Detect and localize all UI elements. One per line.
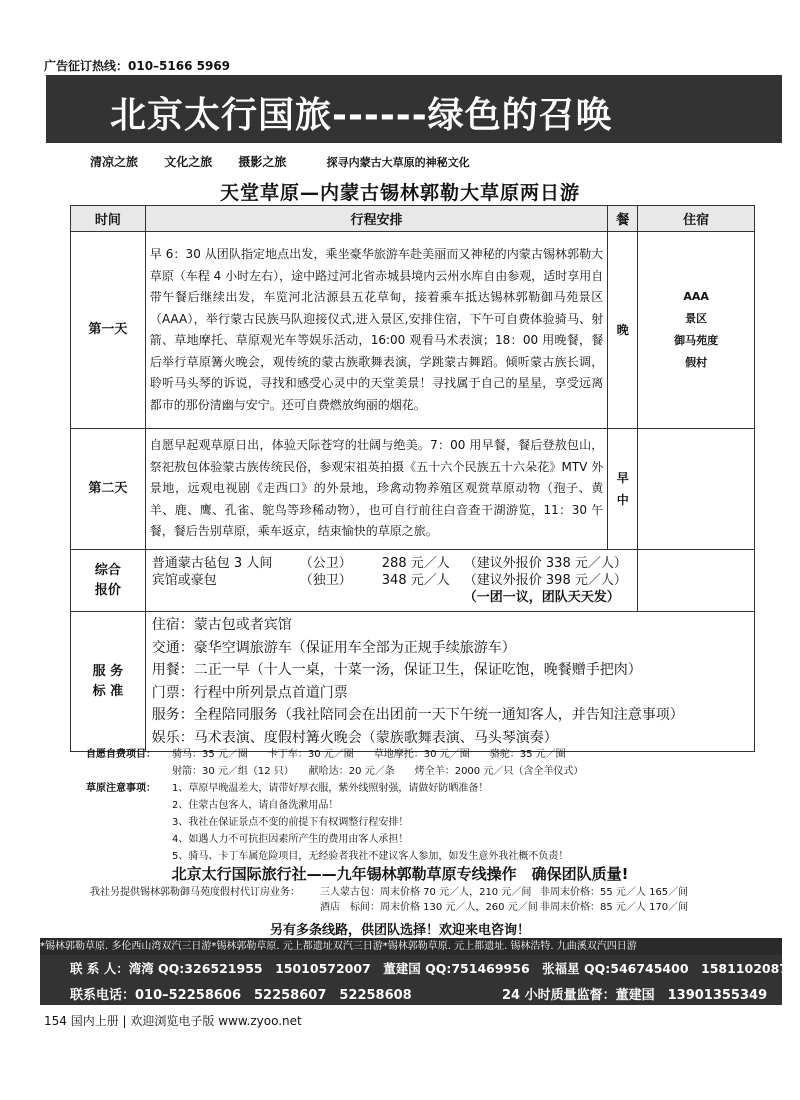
price-label: [71, 550, 146, 612]
day2-label: 第二天: [71, 429, 146, 550]
booking-price: 非周末价格：55 元／人 165／间: [540, 887, 689, 898]
meal-line: 中: [616, 493, 629, 507]
service-item: 住宿：蒙古包或者宾馆: [151, 617, 292, 633]
day1-stay: [638, 232, 755, 429]
notice-item: 4、如遇人力不可抗拒因素所产生的费用由客人承担！: [172, 834, 409, 845]
quality-supervisor: 24 小时质量监督：董建国 13901355349: [502, 988, 768, 1003]
notice-item: 5、骑马、卡丁车属危险项目，无经验者我社不建议客人参加，如发生意外我社概不负责！: [172, 851, 569, 862]
service-label-line: 标 准: [92, 683, 124, 699]
day1-meal: 晚: [608, 232, 638, 429]
day2-row: [71, 429, 755, 550]
title-banner: [46, 75, 782, 143]
price-value: 348 元／人: [381, 573, 450, 588]
booking-price: 非周末价格：85 元／人 170／间: [540, 902, 689, 913]
room-type: 普通蒙古毡包 3 人间: [151, 556, 273, 571]
contacts-bar: [40, 955, 797, 1005]
service-label-line: 服 务: [92, 663, 124, 679]
bath-type: （独卫）: [299, 573, 352, 588]
notice-item: 2、住蒙古包客人，请自备洗漱用品！: [172, 800, 339, 811]
meal-line: 早: [616, 471, 629, 485]
itinerary-table: [70, 205, 755, 752]
self-pay-line: 射箭：30 元／组（12 只） 献哈达：20 元／条 烤全羊：2000 元／只（含全羊仪式）: [172, 766, 584, 777]
routes-bar: *锡林郭勒草原. 多伦西山湾双汽三日游*锡林郭勒草原. 元上都遗址双汽三日游*锡林郭勒草原. 元上都遗址. 锡林浩特. 九曲溪双汽四日游: [40, 938, 782, 955]
banner-title: 北京太行国旅------绿色的召唤: [110, 95, 613, 136]
suggested-price: （建议外报价 338 元／人）: [463, 556, 627, 571]
self-pay-line: 骑马：35 元／圈 卡丁车：30 元／圈 草地摩托：30 元／圈 骆驼：35 元／圈: [172, 749, 566, 760]
booking-price: 酒店 标间：周末价格 130 元／人，260 元／间: [320, 902, 538, 913]
booking-price: 三人蒙古包：周末价格 70 元／人，210 元／间: [320, 887, 532, 898]
page-footer: 154 国内上册 | 欢迎浏览电子版 www.zyoo.net: [44, 1014, 302, 1028]
service-row: [71, 612, 755, 752]
suggested-price: （建议外报价 398 元／人）: [463, 573, 627, 588]
day1-text: 早 6：30 从团队指定地点出发，乘坐豪华旅游车赴美丽而又神秘的内蒙古锡林郭勒大草原（车程 4 小时左右），途中路过河北省赤城县境内云州水库自由参观，适时享用自带午餐后继续出发，车览河北沽源县五花草甸，接着乘车抵达锡林郭勒御马苑景区（AAA），举行蒙古民族马队迎接仪式,进入景区,安排住宿，下午可自费体验骑马、射箭、草地摩托、草原观光车等娱乐活动，16:00 观看马术表演；18：00 用晚餐，餐后举行草原篝火晚会，观传统的蒙古族歌舞表演，学跳蒙古舞蹈。倾听蒙古族长调，聆听马头琴的诉说，寻找和感受心灵中的天堂美景！寻找属于自己的星星，享受远离都市的那份清幽与安宁。还可自费燃放绚丽的烟花。: [145, 232, 608, 429]
theme-item: 摄影之旅: [238, 155, 287, 169]
room-type: 宾馆或豪包: [151, 573, 217, 588]
notice-label: 草原注意事项：: [86, 783, 156, 794]
contact-people: 联 系 人：湾湾 QQ:326521955 15010572007 董建国 QQ:751469956 张福星 QQ:546745400 15811020875: [70, 961, 797, 976]
theme-item: 清凉之旅: [90, 155, 139, 169]
price-row: [71, 550, 755, 612]
stay-line: 御马苑度: [674, 334, 719, 347]
header-stay: 住宿: [638, 206, 755, 232]
theme-item: 文化之旅: [164, 155, 213, 169]
notice-item: 1、草原早晚温差大，请带好厚衣服，紫外线照射强，请做好防晒准备！: [172, 783, 489, 794]
booking-intro: 我社另提供锡林郭勒御马苑度假村代订房业务：: [90, 887, 300, 898]
service-list: [145, 612, 754, 752]
tour-title: 天堂草原—内蒙古锡林郭勒大草原两日游: [219, 182, 580, 204]
day2-text: 自愿早起观草原日出，体验天际苍穹的壮阔与绝美。7：00 用早餐，餐后登敖包山，祭祀敖包体验蒙古族传统民俗，参观宋祖英拍摄《五十六个民族五十六朵花》MTV 外景地，远观电视剧《走西口》的外景地，珍禽动物养殖区观赏草原动物（孢子、黄羊、鹿、鹰、孔雀、鸵鸟等珍稀动物），也可自行前往白音查干湖游览，11：30 午餐，餐后告别草原，乘车返京，结束愉快的草原之旅。: [145, 429, 608, 550]
more-routes-note: 另有多条线路，供团队选择！欢迎来电咨询！: [269, 923, 530, 938]
service-item: 娱乐：马术表演、度假村篝火晚会（蒙族歌舞表演、马头琴演奏）: [151, 729, 558, 746]
ad-hotline: 广告征订热线：010–5166 5969: [44, 59, 231, 73]
price-label-line: 报价: [94, 582, 121, 598]
price-details: [145, 550, 638, 612]
contact-phone: 联系电话：010–52258606 52258607 52258608: [70, 988, 412, 1003]
notice-item: 3、我社在保证景点不变的前提下有权调整行程安排！: [172, 817, 409, 828]
service-item: 服务：全程陪同服务（我社陪同会在出团前一天下午统一通知客人，并告知注意事项）: [151, 707, 684, 723]
day2-meal: [608, 429, 638, 550]
header-time: 时间: [71, 206, 146, 232]
table-header-row: [71, 206, 755, 232]
bath-type: （公卫）: [299, 556, 352, 571]
service-item: 交通：豪华空调旅游车（保证用车全部为正规手续旅游车）: [151, 639, 516, 656]
self-pay-section: [86, 745, 776, 779]
stay-line: AAA: [683, 290, 709, 303]
day2-stay: [638, 429, 755, 550]
header-schedule: 行程安排: [145, 206, 608, 232]
theme-line: [90, 153, 492, 170]
notice-section: [86, 779, 776, 861]
price-line: [152, 555, 632, 572]
header-meal: 餐: [608, 206, 638, 232]
price-line: [152, 572, 632, 589]
service-label: [71, 612, 146, 752]
self-pay-label: 自愿自费项目：: [86, 749, 156, 760]
service-item: 门票：行程中所列景点首道门票: [151, 684, 348, 701]
price-empty: [638, 550, 755, 612]
day1-label: 第一天: [71, 232, 146, 429]
stay-line: 假村: [685, 356, 708, 369]
price-label-line: 综合: [94, 562, 121, 578]
stay-line: 景区: [685, 312, 708, 325]
day1-row: [71, 232, 755, 429]
agency-slogan: 北京太行国际旅行社——九年锡林郭勒草原专线操作 确保团队质量!: [171, 865, 629, 883]
theme-item: 探寻内蒙古大草原的神秘文化: [326, 156, 470, 169]
price-note: （一团一议，团队天天发）: [463, 590, 620, 605]
price-value: 288 元／人: [381, 556, 450, 571]
service-item: 用餐：二正一早（十人一桌，十菜一汤，保证卫生，保证吃饱，晚餐赠手把肉）: [151, 662, 642, 678]
